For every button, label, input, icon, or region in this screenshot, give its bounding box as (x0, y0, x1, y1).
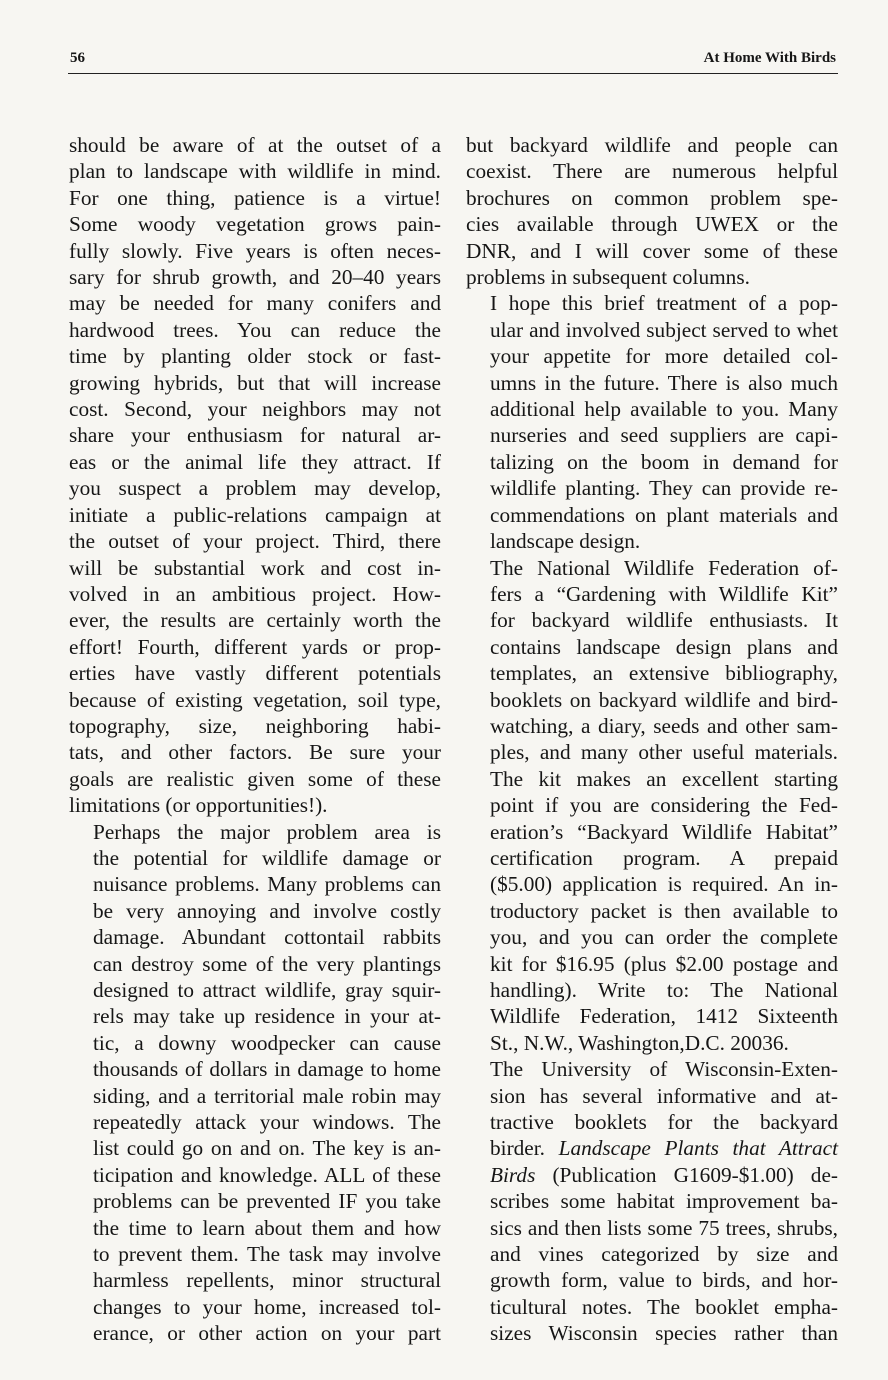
text-line: sion has several informative and at- (490, 1083, 838, 1108)
page-header (68, 49, 838, 74)
text-line: fers a “Gardening with Wildlife Kit” (490, 581, 838, 606)
text-line: cies available through UWEX or the (466, 212, 838, 237)
text-run: birder. (490, 1136, 559, 1161)
page-number: 56 (70, 50, 85, 66)
text-line: booklets on backyard wildlife and bird- (490, 687, 838, 712)
text-line: tic, a downy woodpecker can cause (93, 1030, 441, 1055)
text-line: erance, or other action on your part (93, 1321, 441, 1346)
text-line: problems can be prevented IF you take (93, 1189, 441, 1214)
text-line: ples, and many other useful materials. (490, 740, 838, 765)
text-line: changes to your home, increased tol- (93, 1294, 441, 1319)
text-run: (Publication G1609-$1.00) de- (535, 1162, 838, 1187)
paragraph (466, 555, 838, 1057)
text-line: wildlife planting. They can provide re- (490, 476, 838, 501)
text-line: hardwood trees. You can reduce the (69, 317, 441, 342)
text-line: ticultural notes. The booklet empha- (490, 1294, 838, 1319)
publication-title: Birds (490, 1162, 536, 1187)
text-line: plan to landscape with wildlife in mind. (69, 159, 441, 184)
text-line: growth form, value to birds, and hor- (490, 1268, 838, 1293)
text-line: scribes some habitat improvement ba- (490, 1189, 838, 1214)
text-line: siding, and a territorial male robin may (93, 1083, 441, 1108)
text-line: additional help available to you. Many (490, 397, 838, 422)
text-line: problems in subsequent columns. (466, 265, 750, 290)
text-line: nuisance problems. Many problems can (93, 872, 441, 897)
text-line: templates, an extensive bibliography, (490, 661, 838, 686)
text-line: kit for $16.95 (plus $2.00 postage and (490, 951, 838, 976)
publication-title: Landscape Plants that Attract (558, 1136, 839, 1161)
text-line: should be aware of at the outset of a (69, 133, 441, 157)
text-line: landscape design. (490, 529, 641, 554)
text-line: and vines categorized by size and (490, 1242, 838, 1267)
text-line: contains landscape design plans and (490, 634, 838, 659)
right-column (466, 132, 838, 1347)
text-line: ($5.00) application is required. An in- (490, 872, 838, 897)
text-line: you suspect a problem may develop, (69, 476, 441, 501)
text-line: troductory packet is then available to (490, 898, 838, 923)
text-line: eration’s “Backyard Wildlife Habitat” (490, 819, 838, 844)
text-line: The National Wildlife Federation of- (490, 555, 838, 580)
text-line: DNR, and I will cover some of these (466, 238, 838, 263)
text-line: thousands of dollars in damage to home (93, 1057, 441, 1082)
text-line: tats, and other factors. Be sure your (69, 740, 441, 765)
text-line: may be needed for many conifers and (69, 291, 441, 316)
text-line: St., N.W., Washington,D.C. 20036. (490, 1030, 789, 1055)
text-line: the potential for wildlife damage or (93, 845, 441, 870)
text-line: nurseries and seed suppliers are capi- (490, 423, 838, 448)
text-line: limitations (or opportunities!). (69, 793, 328, 818)
paragraph (69, 132, 441, 819)
text-line: list could go on and on. The key is an- (93, 1136, 441, 1161)
text-line: watching, a diary, seeds and other sam- (490, 713, 838, 738)
text-line: topography, size, neighboring habi- (69, 713, 441, 738)
text-line: sary for shrub growth, and 20–40 years (69, 265, 441, 290)
text-line: time by planting older stock or fast- (69, 344, 441, 369)
text-line: Perhaps the major problem area is (93, 819, 441, 844)
text-line: can destroy some of the very plantings (93, 951, 441, 976)
left-column (69, 132, 441, 1347)
text-line: share your enthusiasm for natural ar- (69, 423, 441, 448)
text-line: I hope this brief treatment of a pop- (490, 291, 838, 316)
text-line: the outset of your project. Third, there (69, 529, 441, 554)
text-line: certification program. A prepaid (490, 845, 838, 870)
text-line: because of existing vegetation, soil type, (69, 687, 441, 712)
text-line: designed to attract wildlife, gray squir- (93, 978, 441, 1002)
text-line: be very annoying and involve costly (93, 898, 441, 923)
text-line: eas or the animal life they attract. If (69, 449, 441, 474)
text-line: your appetite for more detailed col- (490, 344, 838, 369)
paragraph (466, 290, 838, 554)
text-line: for backyard wildlife enthusiasts. It (490, 608, 838, 633)
text-line (466, 1162, 838, 1188)
text-line: the time to learn about them and how (93, 1215, 441, 1240)
running-title: At Home With Birds (703, 50, 836, 66)
text-line: volved in an ambitious project. How- (69, 581, 441, 606)
text-line: but backyard wildlife and people can (466, 133, 838, 157)
text-line: sics and then lists some 75 trees, shrubs, (490, 1215, 838, 1240)
text-line: harmless repellents, minor structural (93, 1268, 441, 1293)
text-line: For one thing, patience is a virtue! (69, 185, 441, 210)
text-line: you, and you can order the complete (490, 925, 838, 950)
text-line: cost. Second, your neighbors may not (69, 397, 441, 422)
text-line: commendations on plant materials and (490, 502, 838, 527)
paragraph (466, 1056, 838, 1346)
text-line: growing hybrids, but that will increase (69, 370, 441, 395)
paragraph (69, 819, 441, 1347)
text-line (466, 1135, 838, 1161)
text-line: Some woody vegetation grows pain- (69, 212, 441, 237)
text-line: handling). Write to: The National (490, 978, 838, 1002)
text-line: will be substantial work and cost in- (69, 555, 441, 580)
text-line: damage. Abundant cottontail rabbits (93, 925, 441, 950)
text-line: rels may take up residence in your at- (93, 1004, 441, 1029)
text-line: goals are realistic given some of these (69, 766, 441, 791)
text-line: point if you are considering the Fed- (490, 793, 838, 818)
text-line: fully slowly. Five years is often neces- (69, 238, 441, 263)
text-line: to prevent them. The task may involve (93, 1242, 441, 1267)
text-line: The University of Wisconsin-Exten- (490, 1057, 838, 1082)
text-line: repeatedly attack your windows. The (93, 1110, 441, 1135)
text-line: Wildlife Federation, 1412 Sixteenth (490, 1004, 838, 1029)
text-line: ular and involved subject served to whet (490, 317, 838, 342)
text-line: talizing on the boom in demand for (490, 449, 838, 474)
text-line: ever, the results are certainly worth the (69, 608, 441, 633)
text-line: initiate a public-relations campaign at (69, 502, 441, 527)
text-line: erties have vastly different potentials (69, 661, 441, 686)
text-line: coexist. There are numerous helpful (466, 159, 838, 184)
paragraph (466, 132, 838, 290)
text-line: ticipation and knowledge. ALL of these (93, 1162, 441, 1187)
text-line: umns in the future. There is also much (490, 370, 838, 395)
text-line: tractive booklets for the backyard (490, 1110, 838, 1135)
text-line: brochures on common problem spe- (466, 185, 838, 210)
text-line: sizes Wisconsin species rather than (490, 1321, 838, 1346)
text-line: The kit makes an excellent starting (490, 766, 838, 791)
text-line: effort! Fourth, different yards or prop- (69, 634, 441, 659)
